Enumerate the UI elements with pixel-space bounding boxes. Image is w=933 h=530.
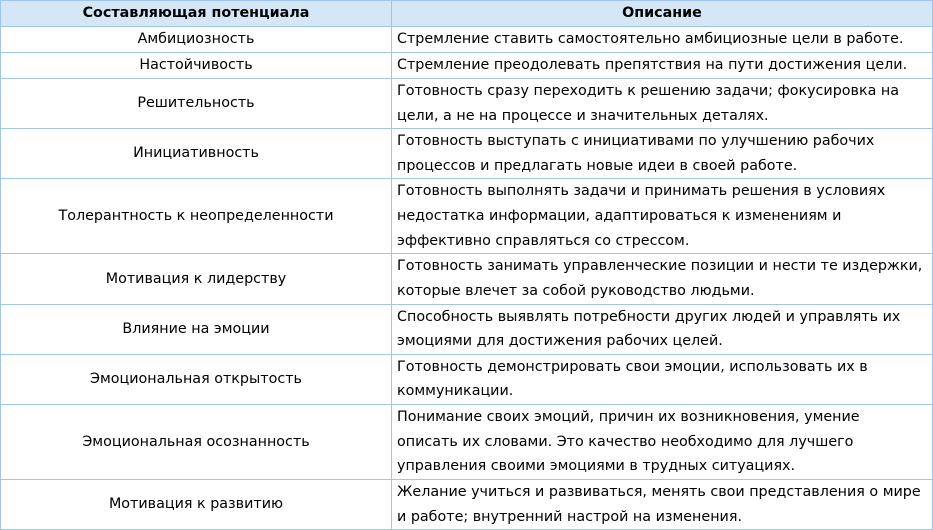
column-header-description: Описание — [392, 1, 933, 27]
component-description: Готовность сразу переходить к решению задачи; фокусировка на цели, а не на процессе и значительных деталях. — [392, 79, 933, 129]
component-description: Готовность выполнять задачи и принимать решения в условиях недостатка информации, адаптироваться к изменениям и эффективно справляться со стрессом. — [392, 179, 933, 254]
table-row — [1, 179, 933, 254]
table-row — [1, 129, 933, 179]
component-description: Понимание своих эмоций, причин их возникновения, умение описать их словами. Это качество необходимо для лучшего управления своими эмоциями в трудных ситуациях. — [392, 404, 933, 479]
component-description: Готовность выступать с инициативами по улучшению рабочих процессов и предлагать новые идеи в своей работе. — [392, 129, 933, 179]
table-row — [1, 79, 933, 129]
component-description: Стремление ставить самостоятельно амбициозные цели в работе. — [392, 27, 933, 53]
component-name: Толерантность к неопределенности — [1, 179, 392, 254]
table-row — [1, 304, 933, 354]
component-description: Стремление преодолевать препятствия на пути достижения цели. — [392, 53, 933, 79]
table-row — [1, 53, 933, 79]
component-name: Настойчивость — [1, 53, 392, 79]
component-description: Готовность занимать управленческие позиции и нести те издержки, которые влечет за собой руководство людьми. — [392, 254, 933, 304]
table-row — [1, 254, 933, 304]
component-name: Влияние на эмоции — [1, 304, 392, 354]
component-name: Эмоциональная осознанность — [1, 404, 392, 479]
component-name: Мотивация к развитию — [1, 479, 392, 529]
component-name: Мотивация к лидерству — [1, 254, 392, 304]
component-name: Амбициозность — [1, 27, 392, 53]
component-description: Способность выявлять потребности других людей и управлять их эмоциями для достижения рабочих целей. — [392, 304, 933, 354]
component-name: Решительность — [1, 79, 392, 129]
component-name: Инициативность — [1, 129, 392, 179]
table-row — [1, 404, 933, 479]
table-header-row — [1, 1, 933, 27]
table-row — [1, 354, 933, 404]
component-description: Готовность демонстрировать свои эмоции, использовать их в коммуникации. — [392, 354, 933, 404]
component-name: Эмоциональная открытость — [1, 354, 392, 404]
table-row — [1, 27, 933, 53]
column-header-component: Составляющая потенциала — [1, 1, 392, 27]
component-description: Желание учиться и развиваться, менять свои представления о мире и работе; внутренний настрой на изменения. — [392, 479, 933, 529]
table-row — [1, 479, 933, 529]
